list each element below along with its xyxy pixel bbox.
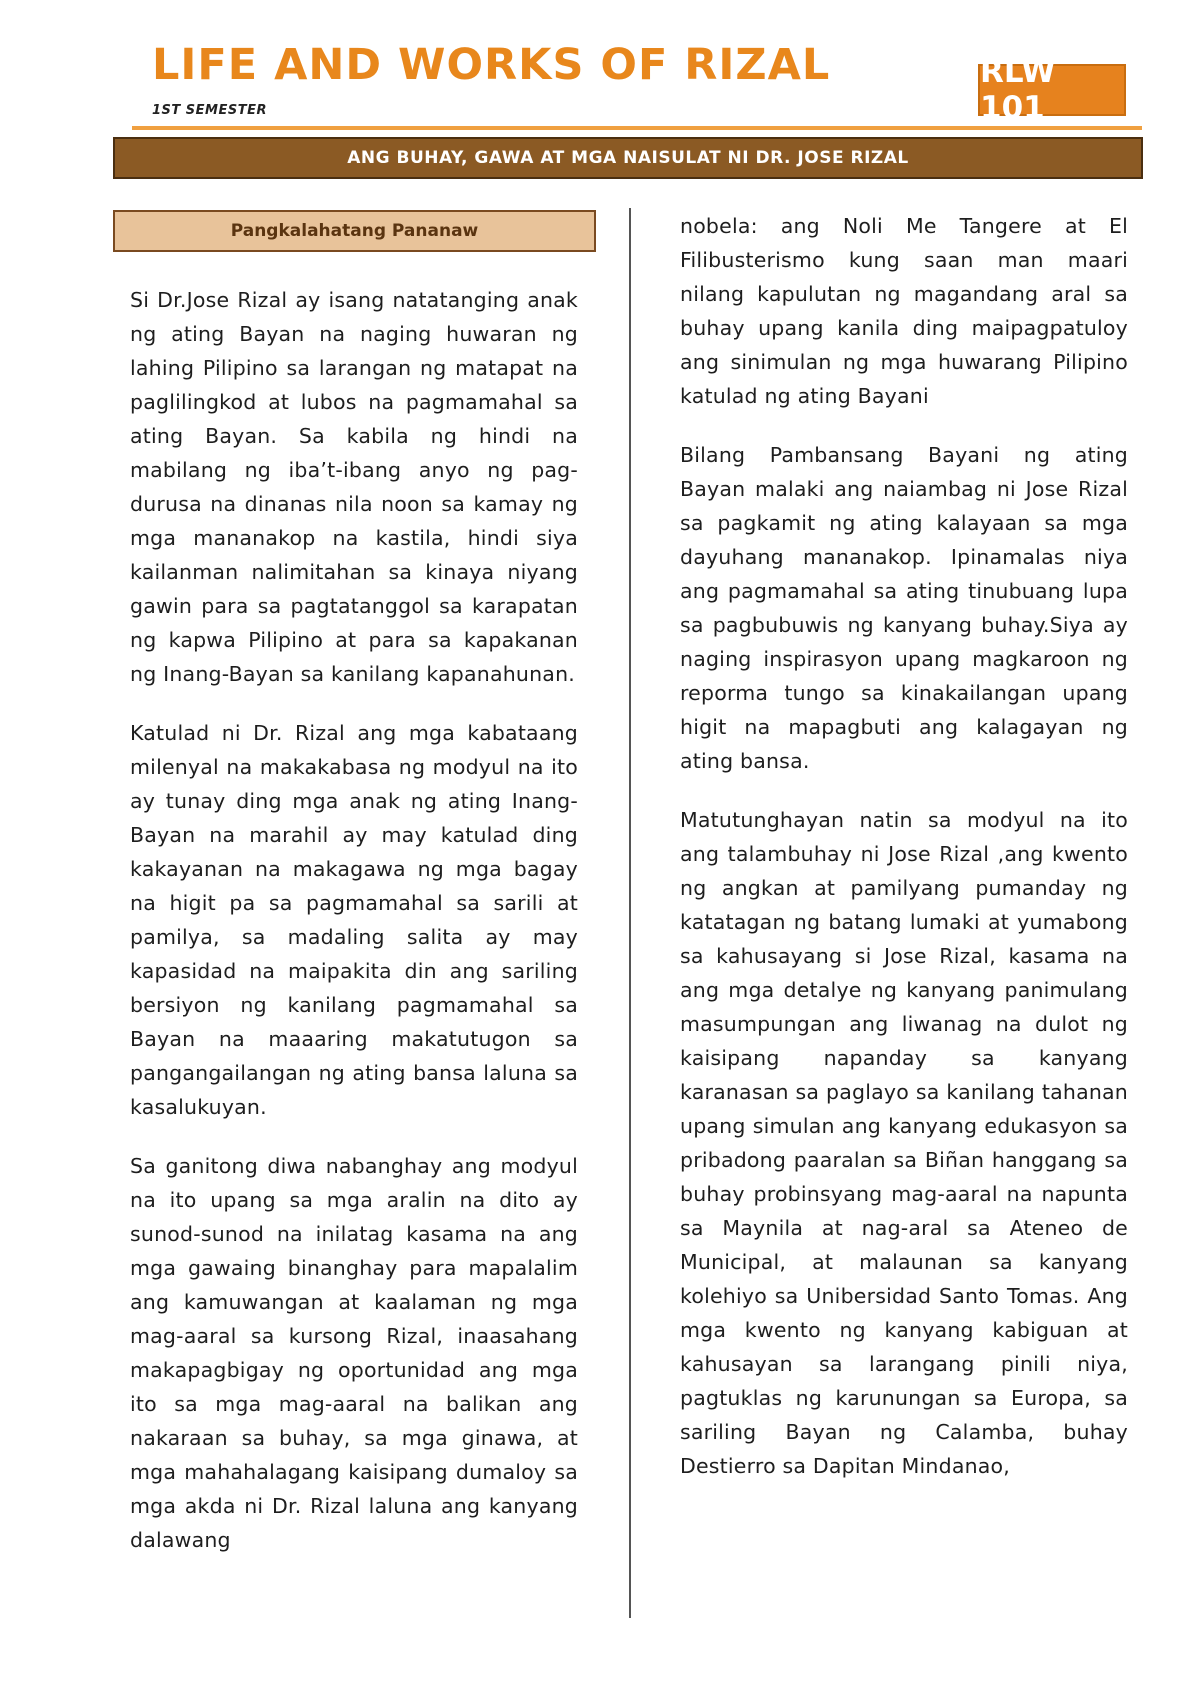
- header-divider: [132, 126, 1142, 130]
- paragraph: Sa ganitong diwa nabanghay ang modyul na ito upang sa mga aralin na dito ay sunod-sunod na inilatag kasama na ang mga gawaing binanghay para mapalalim ang kamuwangan at kaalaman ng mga mag-aaral sa kursong Rizal, inaasahang makapagbigay ng oportunidad ang mga ito sa mga mag-aaral na balikan ang nakaraan sa buhay, sa mga ginawa, at mga mahahalagang kaisipang dumaloy sa mga akda ni Dr. Rizal laluna ang kanyang dalawang: [130, 1154, 578, 1552]
- semester-label: 1ST SEMESTER: [152, 103, 267, 118]
- right-column: [680, 209, 1128, 1508]
- left-column: [130, 283, 578, 1582]
- section-heading: Pangkalahatang Pananaw: [113, 210, 596, 252]
- paragraph: Si Dr.Jose Rizal ay isang natatanging anak ng ating Bayan na naging huwaran ng lahing Pilipino sa larangan ng matapat na paglilingkod at lubos na pagmamahal sa ating Bayan. Sa kabila ng hindi na mabilang ng iba’t-ibang anyo ng pag-durusa na dinanas nila noon sa kamay ng mga mananakop na kastila, hindi siya kailanman nalimitahan sa kinaya niyang gawin para sa pagtatanggol sa karapatan ng kapwa Pilipino at para sa kapakanan ng Inang-Bayan sa kanilang kapanahunan.: [130, 288, 578, 686]
- chapter-banner: ANG BUHAY, GAWA AT MGA NAISULAT NI DR. JOSE RIZAL: [113, 137, 1143, 179]
- document-title: LIFE AND WORKS OF RIZAL: [152, 40, 831, 90]
- course-code-badge: RLW 101: [978, 64, 1126, 116]
- paragraph: Katulad ni Dr. Rizal ang mga kabataang milenyal na makakabasa ng modyul na ito ay tunay ding mga anak ng ating Inang-Bayan na marahil ay may katulad ding kakayanan na makagawa ng mga bagay na higit pa sa pagmamahal sa sarili at pamilya, sa madaling salita ay may kapasidad na maipakita din ang sariling bersiyon ng kanilang pagmamahal sa Bayan na maaaring makatutugon sa pangangailangan ng ating bansa laluna sa kasalukuyan.: [130, 721, 578, 1119]
- paragraph: Matutunghayan natin sa modyul na ito ang talambuhay ni Jose Rizal ,ang kwento ng angkan at pamilyang pumanday ng katatagan ng batang lumaki at yumabong sa kahusayang si Jose Rizal, kasama na ang mga detalye ng kanyang panimulang masumpungan ang liwanag na dulot ng kaisipang napanday sa kanyang karanasan sa paglayo sa kanilang tahanan upang simulan ang kanyang edukasyon sa pribadong paaralan sa Biñan hanggang sa buhay probinsyang mag-aaral na napunta sa Maynila at nag-aral sa Ateneo de Municipal, at malaunan sa kanyang kolehiyo sa Unibersidad Santo Tomas. Ang mga kwento ng kanyang kabiguan at kahusayan sa larangang pinili niya, pagtuklas ng karunungan sa Europa, sa sariling Bayan ng Calamba, buhay Destierro sa Dapitan Mindanao,: [680, 808, 1128, 1478]
- column-divider: [629, 208, 631, 1618]
- paragraph: nobela: ang Noli Me Tangere at El Filibusterismo kung saan man maari nilang kapulutan ng magandang aral sa buhay upang kanila ding maipagpatuloy ang sinimulan ng mga huwarang Pilipino katulad ng ating Bayani: [680, 214, 1128, 408]
- paragraph: Bilang Pambansang Bayani ng ating Bayan malaki ang naiambag ni Jose Rizal sa pagkamit ng ating kalayaan sa mga dayuhang mananakop. Ipinamalas niya ang pagmamahal sa ating tinubuang lupa sa pagbubuwis ng kanyang buhay.Siya ay naging inspirasyon upang magkaroon ng reporma tungo sa kinakailangan upang higit na mapagbuti ang kalagayan ng ating bansa.: [680, 443, 1128, 773]
